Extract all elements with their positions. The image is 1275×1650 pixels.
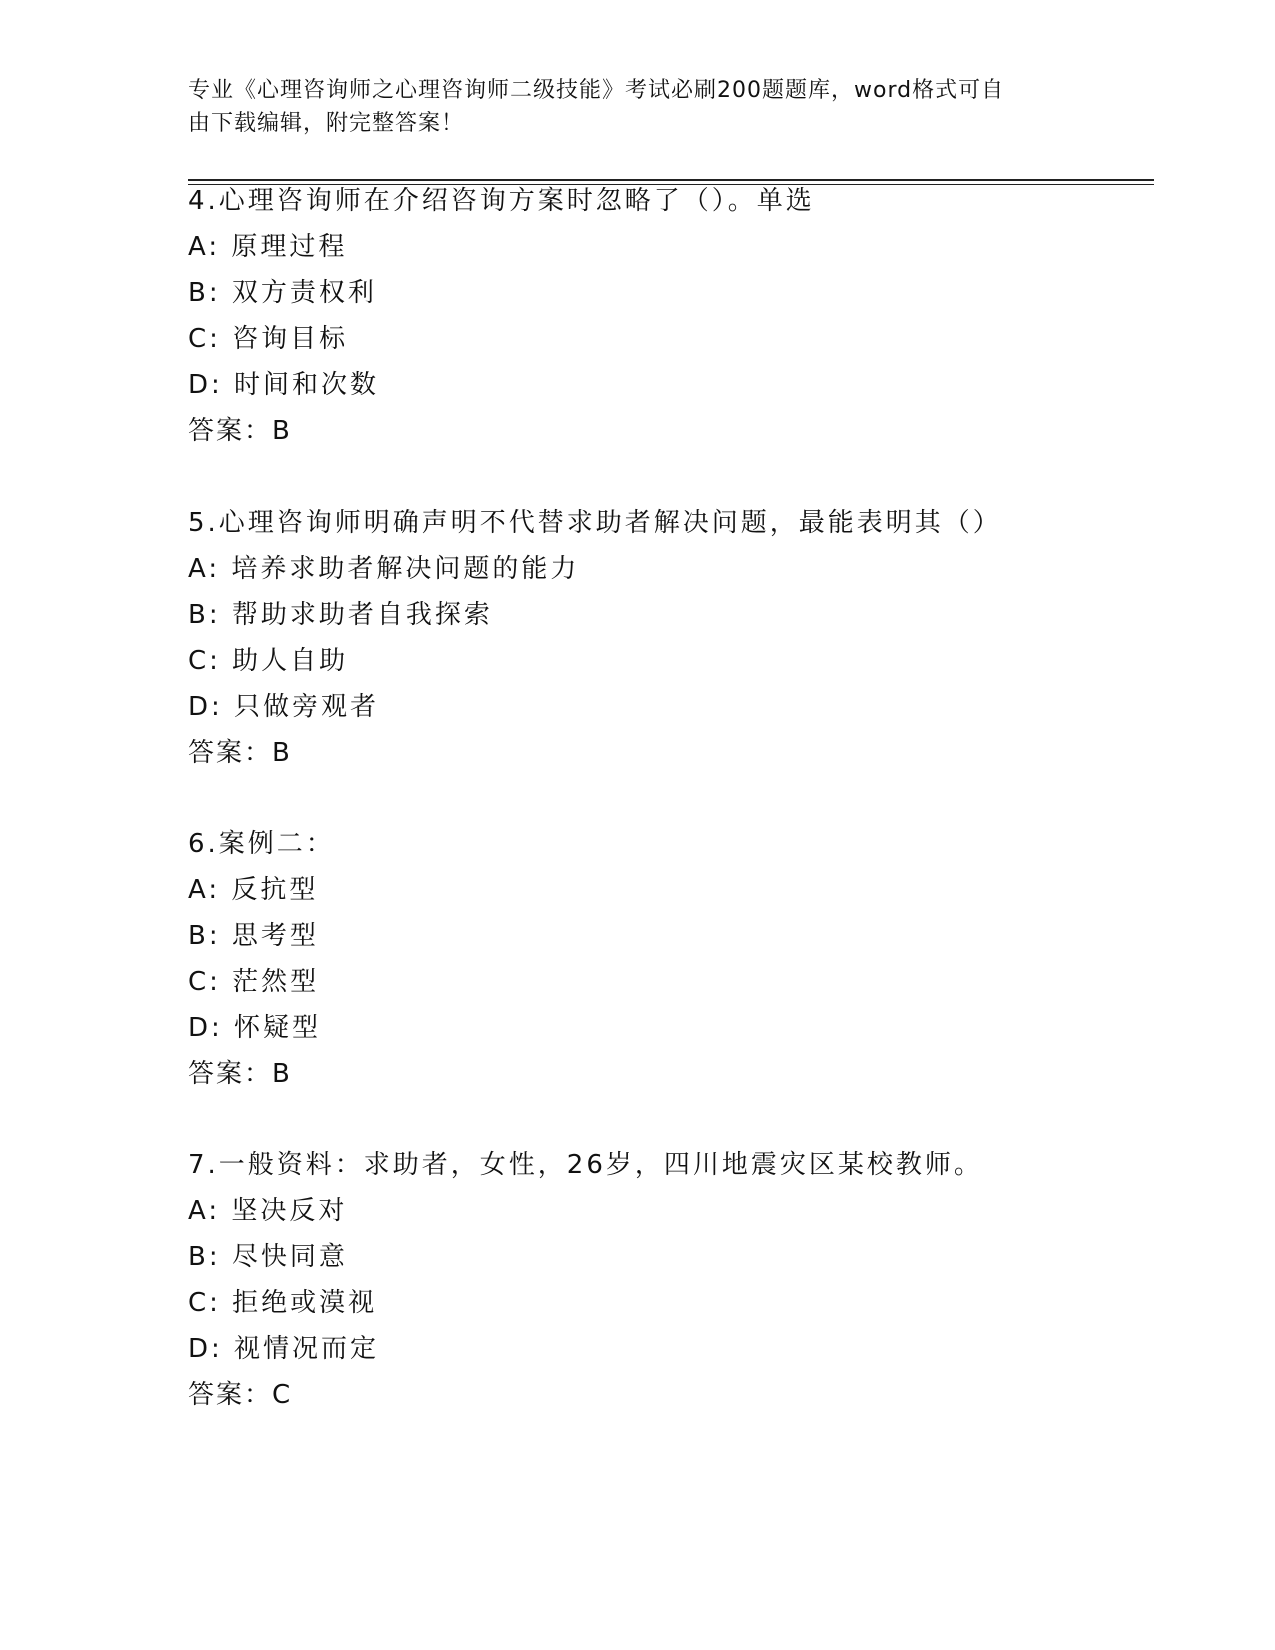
- answer-line: 答案：B: [188, 416, 292, 446]
- question-stem: 6.案例二：: [188, 829, 335, 859]
- option-b: B: 双方责权利: [188, 278, 377, 308]
- option-c: C: 茫然型: [188, 967, 320, 997]
- option-b: B: 思考型: [188, 921, 319, 951]
- answer-line: 答案：B: [188, 1059, 292, 1089]
- question-block: [188, 821, 1148, 1097]
- option-a: A: 坚决反对: [188, 1196, 348, 1226]
- header-line-2: 由下载编辑，附完整答案！: [188, 111, 465, 136]
- option-b: B: 帮助求助者自我探索: [188, 600, 493, 630]
- option-a: A: 培养求助者解决问题的能力: [188, 554, 580, 584]
- option-c: C: 咨询目标: [188, 324, 349, 354]
- header-line-1: 专业《心理咨询师之心理咨询师二级技能》考试必刷200题题库，word格式可自: [188, 78, 1005, 103]
- option-a: A: 原理过程: [188, 232, 348, 262]
- option-d: D: 怀疑型: [188, 1013, 322, 1043]
- question-block: [188, 500, 1148, 776]
- document-header: [188, 74, 1068, 140]
- option-b: B: 尽快同意: [188, 1242, 348, 1272]
- question-stem: 5.心理咨询师明确声明不代替求助者解决问题，最能表明其（）: [188, 508, 1002, 538]
- option-c: C: 拒绝或漠视: [188, 1288, 378, 1318]
- question-stem: 7.一般资料：求助者，女性，26岁，四川地震灾区某校教师。: [188, 1150, 983, 1180]
- answer-line: 答案：C: [188, 1380, 293, 1410]
- option-d: D: 只做旁观者: [188, 692, 380, 722]
- option-a: A: 反抗型: [188, 875, 319, 905]
- question-stem: 4.心理咨询师在介绍咨询方案时忽略了（）。单选: [188, 186, 815, 216]
- answer-line: 答案：B: [188, 738, 292, 768]
- question-block: [188, 1142, 1148, 1418]
- question-block: [188, 178, 1148, 454]
- option-d: D: 时间和次数: [188, 370, 380, 400]
- option-d: D: 视情况而定: [188, 1334, 380, 1364]
- option-c: C: 助人自助: [188, 646, 349, 676]
